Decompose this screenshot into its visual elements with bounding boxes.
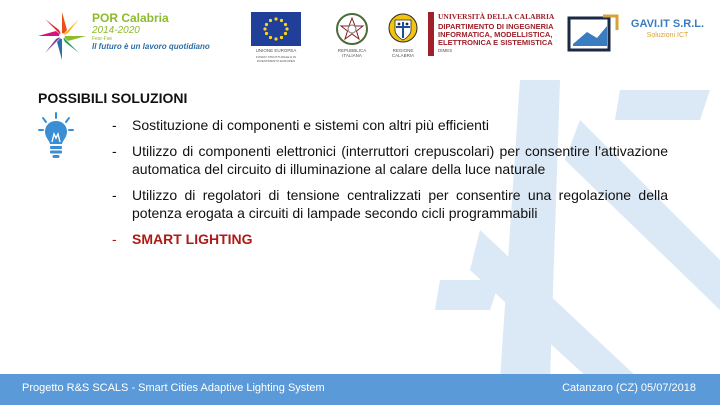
footer-place-date: Catanzaro (CZ) 05/07/2018: [562, 382, 696, 394]
eu-caption: UNIONE EUROPEA: [255, 48, 297, 53]
unical-name: UNIVERSITÀ DELLA CALABRIA: [438, 12, 555, 21]
list-bullet: -: [112, 231, 117, 247]
unical-code: DIMES: [438, 48, 453, 53]
list-bullet: -: [112, 187, 117, 203]
por-subtitle: Fesr-Fse: [92, 36, 112, 42]
list-bullet: -: [112, 117, 117, 133]
list-item: [112, 116, 668, 134]
repubblica-logo: [332, 12, 372, 64]
gavi-subtitle: Soluzioni ICT: [646, 32, 689, 39]
footer-bar: [0, 374, 720, 405]
list-item-text: Sostituzione di componenti e sistemi con altri più efficienti: [132, 117, 489, 133]
por-years: 2014-2020: [92, 25, 140, 36]
list-item-text: Utilizzo di componenti elettronici (interruttori crepuscolari) per consentire l’attivazione automatica del circuito di illuminazione al calare della luce naturale: [132, 143, 668, 177]
list-item-text: Utilizzo di regolatori di tensione centralizzati per consentire una regolazione della potenza erogata a circuiti di lampade secondo cicli programmabili: [132, 187, 668, 221]
unical-logo: [428, 12, 564, 53]
solutions-list: [112, 116, 668, 256]
eu-flag-icon: [251, 12, 301, 46]
regione-shield-icon: [387, 12, 419, 46]
list-bullet: -: [112, 143, 117, 159]
eu-logo: [248, 12, 304, 64]
gavi-wordmark: [620, 18, 715, 40]
unical-bar: [428, 12, 434, 56]
footer-project-title: Progetto R&S SCALS - Smart Cities Adaptive Lighting System: [22, 382, 325, 394]
gavi-logo-mark: [567, 14, 619, 54]
por-title: POR Calabria: [92, 11, 169, 25]
por-calabria-logo: [36, 10, 88, 62]
list-item: [112, 142, 668, 178]
regione-logo: [383, 12, 423, 64]
list-item-text: SMART LIGHTING: [132, 231, 253, 247]
italian-emblem-icon: [335, 12, 369, 46]
section-heading: POSSIBILI SOLUZIONI: [38, 90, 188, 106]
repubblica-caption: REPUBBLICA ITALIANA: [337, 48, 367, 58]
lightbulb-icon: [38, 112, 74, 160]
list-item: [112, 186, 668, 222]
por-calabria-wordmark: [92, 12, 232, 52]
unical-department: DIPARTIMENTO DI INGEGNERIA INFORMATICA, MODELLISTICA, ELETTRONICA E SISTEMISTICA: [438, 22, 554, 47]
list-item-highlight: [112, 230, 668, 248]
logo-bar: [0, 0, 720, 78]
por-tagline: Il futuro è un lavoro quotidiano: [92, 42, 210, 51]
eu-subcaption: FONDO STRUTTURALE E DI INVESTIMENTO EUROPEO: [255, 55, 297, 63]
regione-caption: REGIONE CALABRIA: [391, 48, 415, 58]
gavi-name: GAVI.IT S.R.L.: [630, 18, 705, 30]
